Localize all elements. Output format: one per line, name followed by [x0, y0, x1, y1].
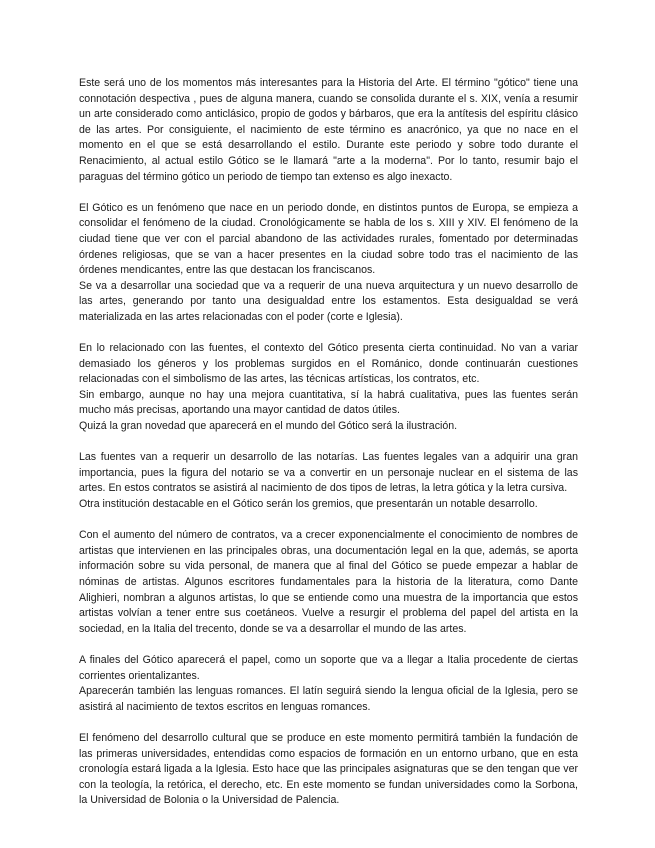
paragraph-2	[79, 201, 578, 326]
paragraph-4	[79, 450, 578, 512]
paragraph-text: Las fuentes van a requerir un desarrollo de las notarías. Las fuentes legales van a adquirir una gran importancia, pues la figura del notario se va a convertir en un personaje nuclear en el sistema de las artes. En estos contratos se asistirá al nacimiento de dos tipos de letras, la letra gótica y la letra cursiva.	[79, 451, 578, 495]
paragraph-text: A finales del Gótico aparecerá el papel, como un soporte que va a llegar a Italia procedente de ciertas corrientes orientalizantes.	[79, 653, 578, 682]
paragraph-text: Otra institución destacable en el Gótico serán los gremios, que presentarán un notable desarrollo.	[79, 498, 538, 511]
paragraph-text: Quizá la gran novedad que aparecerá en el mundo del Gótico será la ilustración.	[79, 420, 458, 433]
paragraph-text: El fenómeno del desarrollo cultural que se produce en este momento permitirá también la fundación de las primeras universidades, entendidas como espacios de formación en un entorno urbano, que en esta cronología estará ligada a la Iglesia. Esto hace que las principales asignaturas que se den tengan que ver con la teología, la retórica, el derecho, etc. En este momento se fundan universidades como la Sorbona, la Universidad de Bolonia o la Universidad de Palencia.	[79, 731, 578, 807]
paragraph-text: Sin embargo, aunque no hay una mejora cuantitativa, sí la habrá cualitativa, pues las fuentes serán mucho más precisas, aportando una mayor cantidad de datos útiles.	[79, 388, 578, 417]
paragraph-5	[79, 528, 578, 637]
paragraph-text: Aparecerán también las lenguas romances. El latín seguirá siendo la lengua oficial de la Iglesia, pero se asistirá al nacimiento de textos escritos en lenguas romances.	[79, 685, 578, 713]
paragraph-text: En lo relacionado con las fuentes, el contexto del Gótico presenta cierta continuidad. No van a variar demasiado los géneros y los problemas surgidos en el Románico, donde continuarán cuestiones relacionadas con el simbolismo de las artes, las técnicas artísticas, los contratos, etc.	[79, 342, 578, 386]
document-page	[79, 76, 578, 825]
paragraph-text: Con el aumento del número de contratos, va a crecer exponencialmente el conocimiento de nombres de artistas que intervienen en las principales obras, una documentación legal en la que, además, se aporta información sobre su vida personal, de manera que al final del Gótico se puede empezar a hablar de nóminas de artistas. Algunos escritores fundamentales para la historia de la literatura, como Dante Alighieri, nombran a algunos artistas, lo que se entiende como una muestra de la importancia que estos artistas volvían a tener entre sus coetáneos. Vuelve a resurgir el problema del papel del artista en la sociedad, en la Italia del trecento, donde se va a desarrollar el mundo de las artes.	[79, 529, 578, 635]
paragraph-text: Este será uno de los momentos más interesantes para la Historia del Arte. El término "gótico" tiene una connotación despectiva , pues de alguna manera, cuando se consolida durante el s. XIX, venía a resumir un arte considerado como anticlásico, propio de godos y bárbaros, que era la antítesis del espíritu clásico de las artes. Por consiguiente, el nacimiento de este término es anacrónico, ya que no nace en el momento en el que se está desarrollando el estilo. Durante este periodo y sobre todo durante el Renacimiento, al actual estilo Gótico se le llamará "arte a la moderna". Por lo tanto, resumir bajo el paraguas del término gótico un periodo de tiempo tan extenso es algo inexacto.	[79, 77, 578, 183]
paragraph-7	[79, 731, 578, 809]
paragraph-1	[79, 76, 578, 185]
paragraph-6	[79, 653, 578, 715]
paragraph-text: Se va a desarrollar una sociedad que va a requerir de una nueva arquitectura y un nuevo desarrollo de las artes, generando por tanto una desigualdad entre los estamentos. Esta desigualdad se verá materializada en las artes relacionadas con el poder (corte e Iglesia).	[79, 279, 578, 323]
paragraph-text: El Gótico es un fenómeno que nace en un periodo donde, en distintos puntos de Europa, se empieza a consolidar el fenómeno de la ciudad. Cronológicamente se habla de los s. XIII y XIV. El fenómeno de la ciudad tiene que ver con el parcial abandono de las actividades rurales, fomentado por determinadas órdenes religiosas, que se van a hacer presentes en la ciudad sobre todo tras el nacimiento de las órdenes mendicantes, entre las que destacan los franciscanos.	[79, 201, 578, 277]
paragraph-3	[79, 341, 578, 435]
